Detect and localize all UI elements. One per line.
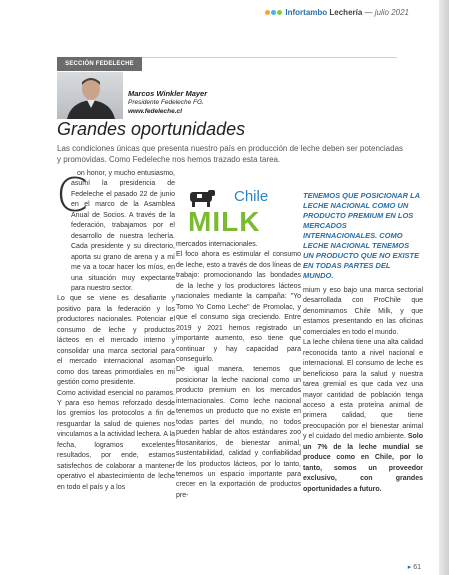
logo-milk-text: MILK <box>188 206 261 234</box>
column-2 <box>176 240 301 501</box>
col1-para-2: Lo que se viene es desafiante y positivo para la federación y los productores nacionales. Potenciar el consumo de leche y productos lácteos en el mercado interno y consolidar una marca sectorial para el mercado internacional asoman como dos tareas primordiales en mi gestión como presidente. <box>57 295 175 387</box>
author-website[interactable]: www.fedeleche.cl <box>128 108 182 115</box>
header-separator: — <box>362 8 375 17</box>
col1-para-3: Como actividad esencial no paramos. Y para eso hemos reforzado desde los gremios los protocolos a fin de resguardar la salud de quienes nos vinculamos a la actividad lechera. A la fecha, logramos excelentes resultados, por ende, estamos satisfechos de colaborar a mantener operativo el abastecimiento de leche en todo el país y a los <box>57 389 175 491</box>
author-photo <box>57 72 123 119</box>
col2-para-2: El foco ahora es estimular el consumo de leche, esto a través de dos líneas de trabajo: promocionando las bondades de la leche y los productores lácteos nacionales mediante la campaña: "Yo Tomo Yo Como Leche" de Promolac, y que el consumo siga creciendo. Entre 2019 y 2021 hemos registrado un importante aumento, eso tiene que continuar y hay capacidad para conseguirlo. <box>176 251 301 363</box>
col1-para-1: on honor, y mucho entusiasmo, asumí la presidencia de Fedeleche el pasado 22 de junio en el marco de la Asamblea Anual de Socios. A través de la federación, trabajamos por el desarrollo de nuestra lechería. Cada presidente y su directorio, aporta su grano de arena y a mí me va a tocar hacer los míos, en una situación muy expectante para nuestro sector. <box>71 170 175 292</box>
col1-first-para <box>57 169 175 294</box>
logo-chile-text: Chile <box>234 188 269 205</box>
col3-para-2a: La leche chilena tiene una alta calidad reconocida tanto a nivel nacional e internacional. El consumo de leche es beneficioso para la salud y nuestra tarea gremial es que cada vez una mayor cantidad de población tenga acceso a esta proteína animal de primera calidad, que tiene preocupación por el bienestar animal y el cuidado del medio ambiente. <box>303 339 423 441</box>
col2-para-3: De igual manera, tenemos que posicionar la leche nacional como un producto premium en los mercados internacionales. Como leche nacional tenemos un producto que no existe en todas partes del mundo, no todos pueden hablar de altos estándares zoo fitosanitarios, de bienestar animal, sustentabilidad, calidad y confiabilidad de los productos lácteos, por lo tanto, tenemos un espacio importante para crecer en la exportación de productos pre- <box>176 366 301 499</box>
page-arrow-icon: ▸ <box>407 564 414 571</box>
section-tag: SECCIÓN FEDELECHE <box>57 57 142 71</box>
header-section: Lechería <box>329 8 363 17</box>
cow-icon <box>190 190 215 207</box>
chile-milk-logo <box>186 187 283 234</box>
column-1 <box>57 169 175 493</box>
article-subtitle: Las condiciones únicas que presenta nuestro país en producción de leche deben ser potenciadas y promovidas. Como Fedeleche nos hemos trazado esta tarea. <box>57 144 404 164</box>
header-date: julio 2021 <box>374 8 409 17</box>
header-brand: Infortambo <box>285 8 328 17</box>
drop-cap: C <box>56 168 89 222</box>
running-header <box>265 8 409 17</box>
header-dot-blue <box>271 10 276 15</box>
header-dot-orange <box>265 10 270 15</box>
author-name: Marcos Winkler Mayer <box>128 89 208 98</box>
page-number <box>408 563 421 571</box>
col3-para-2b: Solo un 7% de la leche mundial se produce como en Chile, por lo tanto, somos un proveedor exclusivo, con grandes oportunidades a futuro. <box>303 433 424 493</box>
header-dot-green <box>277 10 282 15</box>
column-3 <box>303 286 423 495</box>
article-title: Grandes oportunidades <box>57 119 246 139</box>
page-number-value: 61 <box>413 564 421 571</box>
col2-para-1: mercados internacionales. <box>176 241 258 248</box>
author-info <box>128 89 207 116</box>
col3-para-2 <box>303 338 423 495</box>
author-role: Presidente Fedeleche FG. <box>128 99 204 106</box>
pull-quote: TENEMOS QUE POSICIONAR LA LECHE NACIONAL COMO UN PRODUCTO PREMIUM EN LOS MERCADOS INTERNACIONALES. COMO LECHE NACIONAL TENEMOS UN PRODUCTO QUE NO EXISTE EN TODAS PARTES DEL MUNDO. <box>303 191 420 280</box>
page-edge <box>439 0 449 575</box>
col3-para-1: mium y eso bajo una marca sectorial desarrollada con ProChile que denominamos Chile Milk, y que estamos presentando en las oficinas comerciales en todo el mundo. <box>303 287 423 336</box>
